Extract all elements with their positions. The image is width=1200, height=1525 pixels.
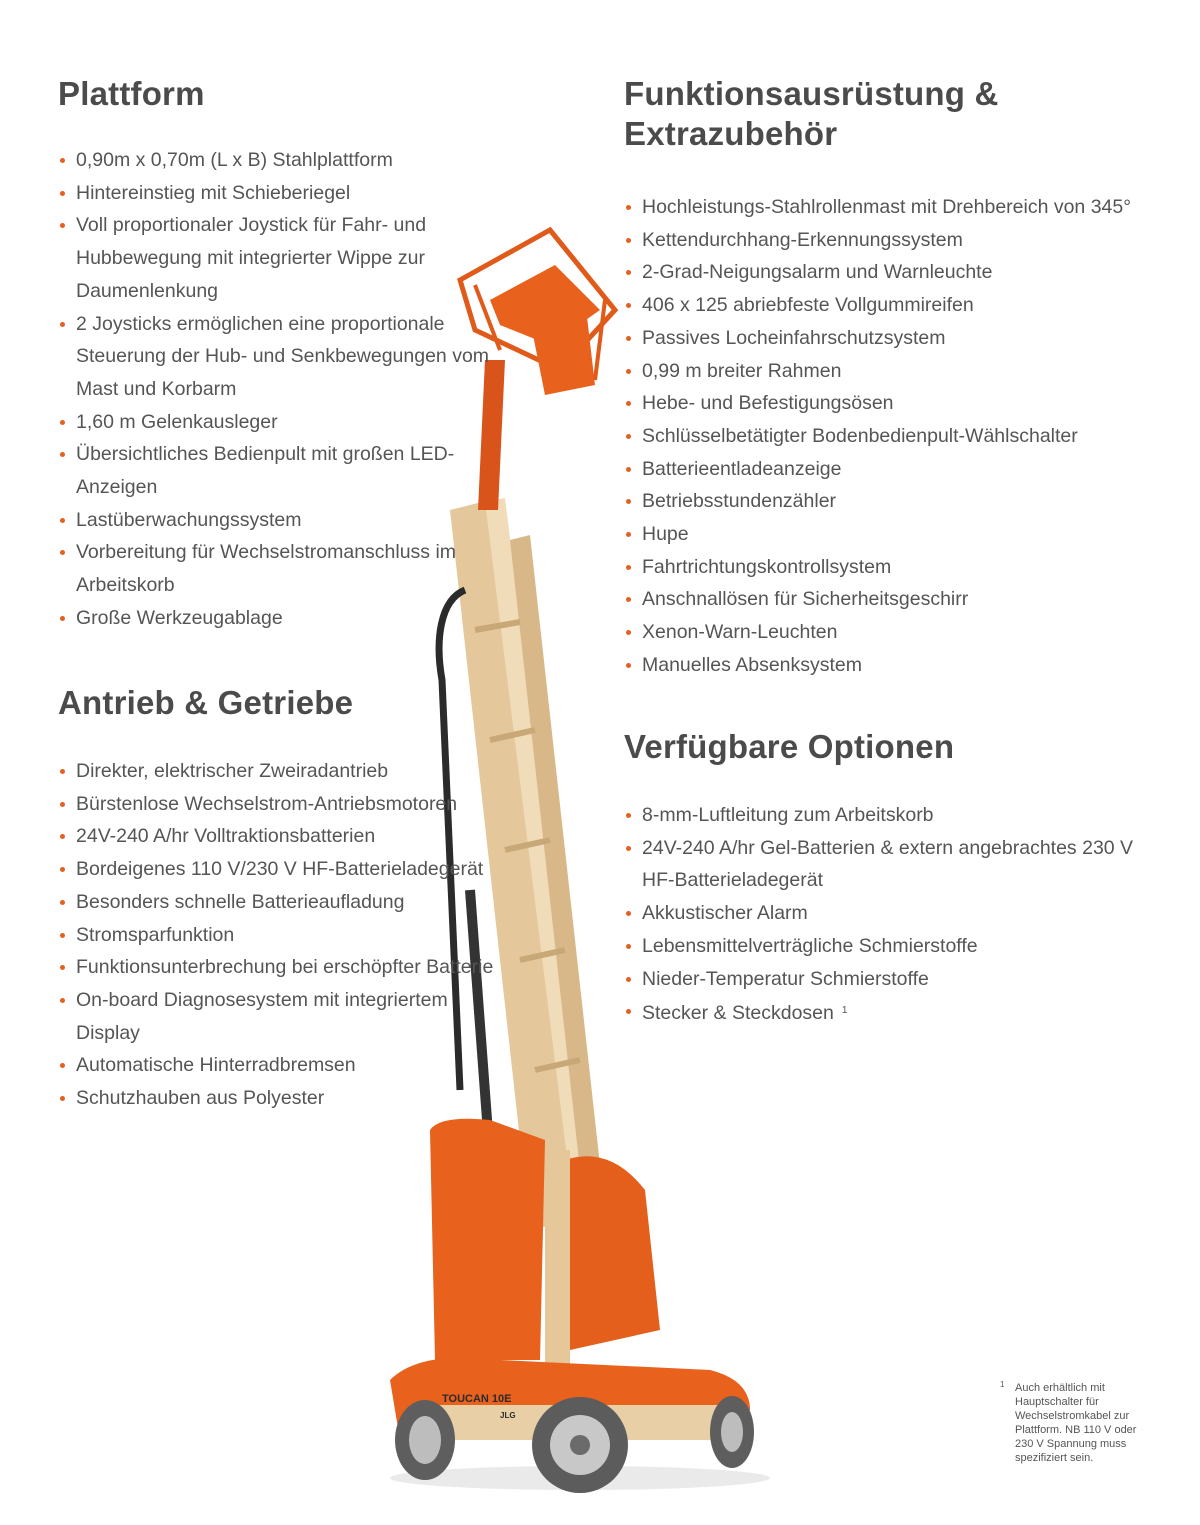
section-title: Verfügbare Optionen xyxy=(624,728,955,765)
list-item: Xenon-Warn-Leuchten xyxy=(624,616,1144,649)
list-item: Schlüsselbetätigter Bodenbedienpult-Wählschalter xyxy=(624,420,1144,453)
list-item: Fahrtrichtungskontrollsystem xyxy=(624,551,1144,584)
list-item: Schutzhauben aus Polyester xyxy=(58,1082,498,1115)
list-item: Besonders schnelle Batterieaufladung xyxy=(58,886,498,919)
list-item: 2 Joysticks ermöglichen eine proportionale Steuerung der Hub- und Senkbewegungen vom Mast und Korbarm xyxy=(58,308,498,406)
list-item: Betriebsstundenzähler xyxy=(624,485,1144,518)
list-item: Manuelles Absenksystem xyxy=(624,649,1144,682)
list-item: Übersichtliches Bedienpult mit großen LED-Anzeigen xyxy=(58,438,498,503)
plattform-list xyxy=(58,144,498,635)
list-item: Akkustischer Alarm xyxy=(624,897,1144,930)
list-item: Batterieentladeanzeige xyxy=(624,453,1144,486)
section-title: Antrieb & Getriebe xyxy=(58,684,354,721)
list-item: Lastüberwachungssystem xyxy=(58,504,498,537)
list-item: 406 x 125 abriebfeste Vollgummireifen xyxy=(624,289,1144,322)
list-item: 24V-240 A/hr Gel-Batterien & extern angebrachtes 230 V HF-Batterieladegerät xyxy=(624,832,1144,897)
brand-label: JLG xyxy=(500,1411,516,1420)
list-item: Bordeigenes 110 V/230 V HF-Batterieladegerät xyxy=(58,853,498,886)
section-antrieb xyxy=(58,683,498,1115)
list-item: 24V-240 A/hr Volltraktionsbatterien xyxy=(58,820,498,853)
list-item: Stecker & Steckdosen $^1$ xyxy=(624,995,1144,1030)
list-item: Direkter, elektrischer Zweiradantrieb xyxy=(58,755,498,788)
list-item: Anschnallösen für Sicherheitsgeschirr xyxy=(624,583,1144,616)
model-label: TOUCAN 10E xyxy=(442,1393,512,1405)
section-plattform xyxy=(58,74,498,635)
list-item: Hebe- und Befestigungsösen xyxy=(624,387,1144,420)
footnote-text: Auch erhältlich mit Hauptschalter für Wechselstromkabel zur Plattform. NB 110 V oder 230 V Spannung muss spezifiziert sein. xyxy=(1015,1382,1137,1464)
list-item: 8-mm-Luftleitung zum Arbeitskorb xyxy=(624,799,1144,832)
list-item: 0,99 m breiter Rahmen xyxy=(624,355,1144,388)
list-item: Voll proportionaler Joystick für Fahr- und Hubbewegung mit integrierter Wippe zur Daumenlenkung xyxy=(58,209,498,307)
list-item: Automatische Hinterradbremsen xyxy=(58,1049,498,1082)
list-item: Nieder-Temperatur Schmierstoffe xyxy=(624,963,1144,996)
antrieb-list xyxy=(58,755,498,1115)
footnote-mark: 1 xyxy=(1000,1380,1005,1389)
list-item: Bürstenlose Wechselstrom-Antriebsmotoren xyxy=(58,788,498,821)
footnote-ref: 1 xyxy=(841,1005,848,1017)
list-item: Lebensmittelverträgliche Schmierstoffe xyxy=(624,930,1144,963)
list-item: Hintereinstieg mit Schieberiegel xyxy=(58,177,498,210)
list-item: Kettendurchhang-Erkennungssystem xyxy=(624,224,1144,257)
list-item: Passives Locheinfahrschutzsystem xyxy=(624,322,1144,355)
list-item: Hochleistungs-Stahlrollenmast mit Drehbereich von 345° xyxy=(624,191,1144,224)
list-item: Vorbereitung für Wechselstromanschluss im Arbeitskorb xyxy=(58,536,498,601)
footnote xyxy=(1000,1381,1150,1465)
section-title: Funktionsausrüstung & Extrazubehör xyxy=(624,75,999,152)
list-item: Hupe xyxy=(624,518,1144,551)
funktion-list xyxy=(624,191,1144,682)
list-item: 1,60 m Gelenkausleger xyxy=(58,406,498,439)
section-optionen xyxy=(624,727,1144,1030)
section-title: Plattform xyxy=(58,75,205,112)
section-funktion xyxy=(624,74,1144,682)
list-item: Stromsparfunktion xyxy=(58,919,498,952)
list-item: On-board Diagnosesystem mit integriertem Display xyxy=(58,984,498,1049)
list-item: Große Werkzeugablage xyxy=(58,602,498,635)
list-item: Funktionsunterbrechung bei erschöpfter Batterie xyxy=(58,951,498,984)
list-item: 0,90m x 0,70m (L x B) Stahlplattform xyxy=(58,144,498,177)
optionen-list xyxy=(624,799,1144,1030)
list-item: 2-Grad-Neigungsalarm und Warnleuchte xyxy=(624,256,1144,289)
